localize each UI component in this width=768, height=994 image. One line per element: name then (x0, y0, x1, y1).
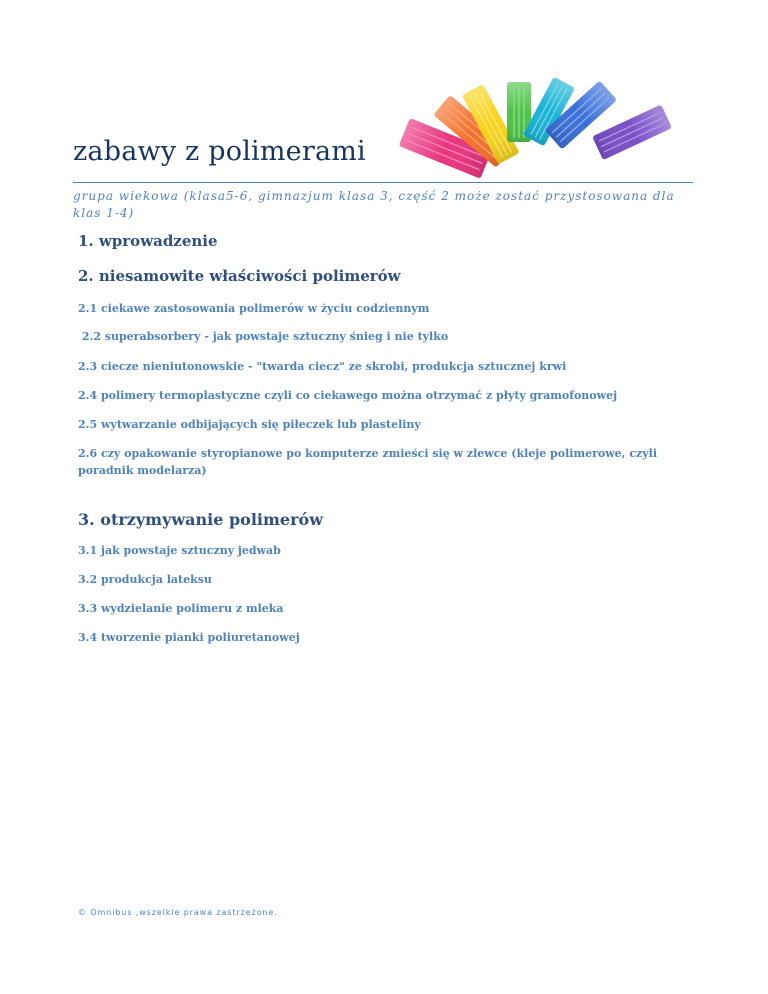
subsection-item: 3.1 jak powstaje sztuczny jedwab (78, 544, 281, 557)
subsection-item: 2.1 ciekawe zastosowania polimerów w życiu codziennym (78, 302, 430, 315)
document-title: zabawy z polimerami (73, 136, 366, 167)
subsection-item: 2.4 polimery termoplastyczne czyli co ciekawego można otrzymać z płyty gramofonowej (78, 389, 618, 402)
subsection-item: 2.2 superabsorbery - jak powstaje sztuczny śnieg i nie tylko (78, 330, 449, 343)
section-heading-2: 2. niesamowite właściwości polimerów (78, 267, 401, 285)
subsection-item: 2.3 ciecze nieniutonowskie - "twarda ciecz" ze skrobi, produkcja sztucznej krwi (78, 360, 567, 373)
subsection-item: 3.3 wydzielanie polimeru z mleka (78, 602, 284, 615)
plasticine-sticks-image (395, 70, 685, 185)
document-subtitle: grupa wiekowa (klasa5-6, gimnazjum klasa 3, część 2 może zostać przystosowana dla klas 1-4) (73, 189, 675, 220)
subsection-item: 3.4 tworzenie pianki poliuretanowej (78, 631, 300, 644)
section-heading-1: 1. wprowadzenie (78, 232, 218, 250)
section-heading-3: 3. otrzymywanie polimerów (78, 510, 323, 529)
subsection-item: 2.6 czy opakowanie styropianowe po komputerze zmieści się w zlewce (kleje polimerowe, czyli poradnik modelarza) (78, 447, 658, 477)
subsection-item: 3.2 produkcja lateksu (78, 573, 212, 586)
subsection-item: 2.5 wytwarzanie odbijających się piłeczek lub plasteliny (78, 418, 421, 431)
title-divider (73, 182, 693, 183)
copyright-footer: © Omnibus ,wszelkie prawa zastrzeżone. (78, 908, 278, 917)
